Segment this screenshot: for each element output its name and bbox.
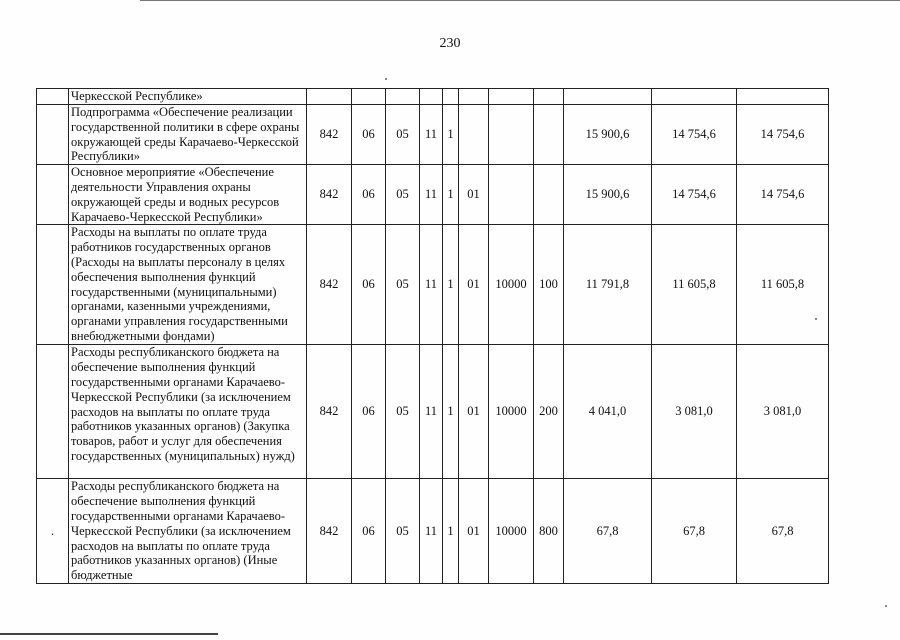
cell-amount-1: 67,8: [564, 479, 652, 584]
cell-direction: [489, 165, 534, 225]
cell-program: 11: [420, 479, 443, 584]
cell-name: Расходы республиканского бюджета на обеспечение выполнения функций государственными органами Карачаево-Черкесской Республики (за исключением расходов на выплаты по оплате труда работников указанных органов) (Иные бюджетные: [69, 479, 307, 584]
cell-name: Основное мероприятие «Обеспечение деятельности Управления охраны окружающей среды и водных ресурсов Карачаево-Черкесской Республики»: [69, 165, 307, 225]
table-row: [37, 89, 829, 105]
cell-event: 01: [459, 165, 489, 225]
cell-amount-3: 14 754,6: [737, 105, 829, 165]
cell-program: [420, 89, 443, 105]
cell-amount-2: 11 605,8: [652, 225, 737, 345]
cell-amount-3: 11 605,8: [737, 225, 829, 345]
cell-subsection: [386, 89, 420, 105]
cell-section: 06: [352, 225, 386, 345]
cell-name: Расходы республиканского бюджета на обеспечение выполнения функций государственными органами Карачаево-Черкесской Республики (за исключением расходов на выплаты по оплате труда работников указанных органов) (Закупка товаров, работ и услуг для обеспечения государственных (муниципальных) нужд): [69, 345, 307, 479]
cell-marker: [37, 89, 69, 105]
cell-subsection: 05: [386, 225, 420, 345]
cell-program: 11: [420, 165, 443, 225]
cell-event: 01: [459, 225, 489, 345]
cell-section: 06: [352, 165, 386, 225]
scan-speck: [885, 605, 887, 607]
cell-name: Подпрограмма «Обеспечение реализации государственной политики в сфере охраны окружающей среды Карачаево-Черкесской Республики»: [69, 105, 307, 165]
cell-subprogram: 1: [443, 105, 459, 165]
table-body: [37, 89, 829, 584]
budget-table: [36, 88, 829, 584]
cell-expense-type: 200: [534, 345, 564, 479]
cell-section: 06: [352, 479, 386, 584]
cell-ministry: [307, 89, 352, 105]
cell-amount-3: [737, 89, 829, 105]
scan-speck: [815, 318, 817, 320]
cell-direction: [489, 105, 534, 165]
cell-amount-1: 15 900,6: [564, 105, 652, 165]
cell-amount-1: 15 900,6: [564, 165, 652, 225]
cell-expense-type: [534, 105, 564, 165]
bottom-rule: [0, 633, 218, 635]
cell-section: 06: [352, 345, 386, 479]
cell-program: 11: [420, 225, 443, 345]
cell-amount-2: 67,8: [652, 479, 737, 584]
cell-amount-2: 14 754,6: [652, 105, 737, 165]
cell-section: 06: [352, 105, 386, 165]
cell-marker: [37, 345, 69, 479]
cell-subsection: 05: [386, 105, 420, 165]
cell-subprogram: 1: [443, 225, 459, 345]
cell-ministry: 842: [307, 105, 352, 165]
cell-amount-3: 67,8: [737, 479, 829, 584]
cell-ministry: 842: [307, 345, 352, 479]
cell-event: [459, 105, 489, 165]
cell-amount-1: [564, 89, 652, 105]
top-edge-line: [140, 0, 900, 1]
cell-amount-2: [652, 89, 737, 105]
table-row: [37, 345, 829, 479]
cell-subprogram: 1: [443, 165, 459, 225]
cell-direction: 10000: [489, 479, 534, 584]
page-number: 230: [439, 36, 461, 51]
cell-marker: [37, 225, 69, 345]
cell-amount-1: 11 791,8: [564, 225, 652, 345]
cell-event: [459, 89, 489, 105]
cell-name: Расходы на выплаты по оплате труда работников государственных органов (Расходы на выплаты персоналу в целях обеспечения выполнения функций государственными (муниципальными) органами, казенными учреждениями, органами управления государственными внебюджетными фондами): [69, 225, 307, 345]
cell-ministry: 842: [307, 479, 352, 584]
table-row: [37, 165, 829, 225]
cell-expense-type: [534, 165, 564, 225]
cell-expense-type: 800: [534, 479, 564, 584]
cell-marker: .: [37, 479, 69, 584]
cell-amount-2: 14 754,6: [652, 165, 737, 225]
cell-subprogram: [443, 89, 459, 105]
cell-amount-2: 3 081,0: [652, 345, 737, 479]
cell-program: 11: [420, 105, 443, 165]
cell-marker: [37, 105, 69, 165]
cell-name: Черкесской Республике»: [69, 89, 307, 105]
cell-subsection: 05: [386, 345, 420, 479]
cell-section: [352, 89, 386, 105]
cell-subprogram: 1: [443, 345, 459, 479]
cell-event: 01: [459, 345, 489, 479]
cell-direction: [489, 89, 534, 105]
cell-subsection: 05: [386, 165, 420, 225]
table-row: [37, 225, 829, 345]
cell-expense-type: [534, 89, 564, 105]
cell-event: 01: [459, 479, 489, 584]
cell-amount-3: 3 081,0: [737, 345, 829, 479]
cell-direction: 10000: [489, 345, 534, 479]
cell-amount-3: 14 754,6: [737, 165, 829, 225]
cell-subprogram: 1: [443, 479, 459, 584]
cell-program: 11: [420, 345, 443, 479]
cell-expense-type: 100: [534, 225, 564, 345]
table-row: [37, 105, 829, 165]
cell-ministry: 842: [307, 165, 352, 225]
cell-marker: [37, 165, 69, 225]
scan-speck: [385, 78, 387, 80]
table-row: [37, 479, 829, 584]
cell-ministry: 842: [307, 225, 352, 345]
cell-direction: 10000: [489, 225, 534, 345]
cell-subsection: 05: [386, 479, 420, 584]
cell-amount-1: 4 041,0: [564, 345, 652, 479]
